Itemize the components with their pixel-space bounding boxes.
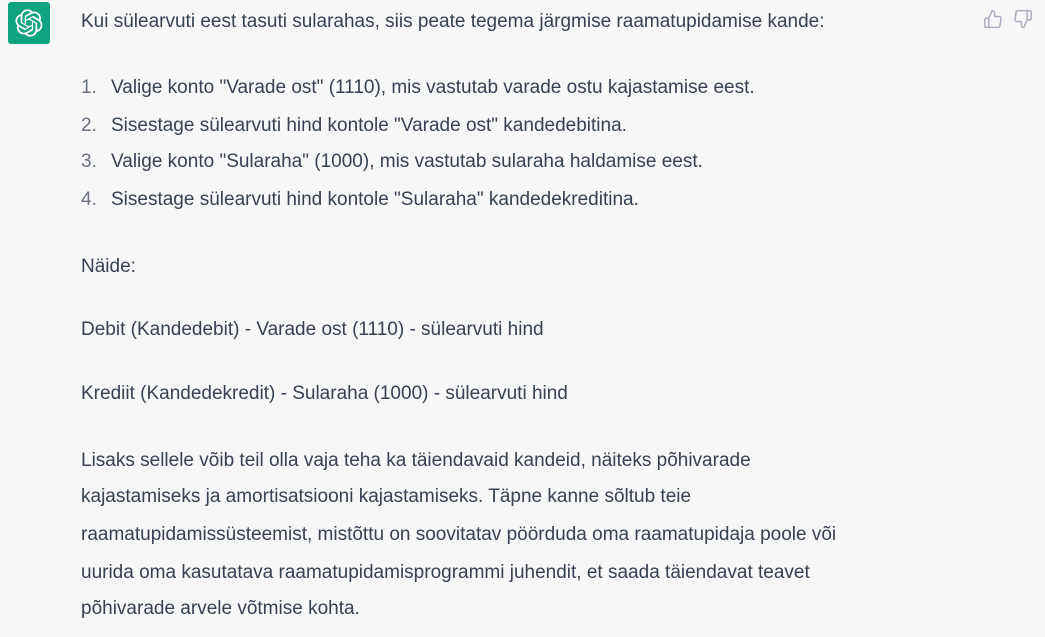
list-item (81, 70, 755, 105)
closing-line: uurida oma kasutatava raamatupidamisprogrammi juhendit, et saada täiendavat teavet (81, 562, 810, 583)
list-item (81, 182, 639, 217)
thumbs-up-icon (983, 9, 1003, 29)
list-item-text: Sisestage sülearvuti hind kontole "Sularaha" kandedekreditina. (111, 189, 639, 210)
list-item-number: 2. (81, 115, 97, 136)
list-item-number: 4. (81, 189, 97, 210)
list-item-text: Sisestage sülearvuti hind kontole "Varade ost" kandedebitina. (111, 115, 627, 136)
openai-logo-icon (8, 2, 50, 44)
thumbs-down-icon (1013, 9, 1033, 29)
thumbs-up-button[interactable] (981, 7, 1005, 31)
list-item-text: Valige konto "Varade ost" (1110), mis vastutab varade ostu kajastamise eest. (111, 77, 755, 98)
example-label: Näide: (81, 256, 136, 277)
closing-line: kajastamiseks ja amortisatsiooni kajastamiseks. Täpne kanne sõltub teie (81, 486, 692, 507)
list-item-number: 1. (81, 77, 97, 98)
list-item (81, 144, 703, 179)
feedback-actions (975, 7, 1045, 31)
closing-line: põhivarade arvele võtmise kohta. (81, 598, 360, 619)
closing-line: Lisaks sellele võib teil olla vaja teha ka täiendavaid kandeid, näiteks põhivarade (81, 450, 751, 471)
intro-text: Kui sülearvuti eest tasuti sularahas, siis peate tegema järgmise raamatupidamise kande: (81, 11, 825, 32)
closing-line: raamatupidamissüsteemist, mistõttu on soovitatav pöörduda oma raamatupidaja poole või (81, 524, 837, 545)
list-item-number: 3. (81, 151, 97, 172)
list-item (81, 108, 627, 143)
list-item-text: Valige konto "Sularaha" (1000), mis vastutab sularaha haldamise eest. (111, 151, 703, 172)
thumbs-down-button[interactable] (1011, 7, 1035, 31)
credit-line: Krediit (Kandedekredit) - Sularaha (1000) - sülearvuti hind (81, 383, 568, 404)
debit-line: Debit (Kandedebit) - Varade ost (1110) - sülearvuti hind (81, 319, 544, 340)
